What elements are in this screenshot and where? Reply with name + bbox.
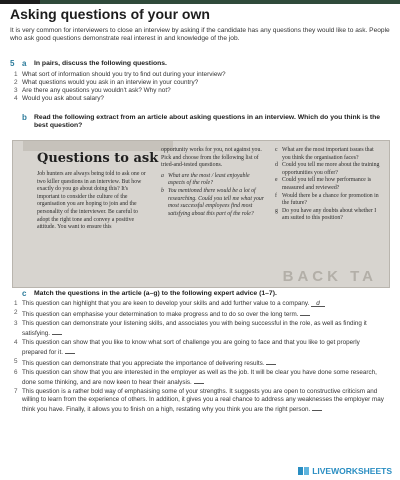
discussion-questions <box>14 71 384 103</box>
article-title: Questions to ask <box>37 151 159 166</box>
list-item: 2 This question can emphasise your determination to make progress and to do so over the long term. <box>14 309 384 319</box>
section-number: 5 <box>10 59 15 68</box>
section-a-letter: a <box>22 59 27 68</box>
top-banner <box>0 0 400 4</box>
section-b-letter: b <box>22 113 27 122</box>
answer-field[interactable]: d <box>311 300 325 307</box>
list-item: 6 This question can show that you are interested in the employer as well as the job. It will be clear you have done some research, done some thinking, and are now keen to hear their analysis. <box>14 369 377 386</box>
article-corner <box>23 141 173 151</box>
section-b-heading: Read the following extract from an article about asking questions in an interview. Which do you think is the best question? <box>34 114 381 129</box>
article-column-1: Job hunters are always being told to ask one or two killer questions in an interview. But how exactly do you go about doing this? It's important to consider the culture of the organisation you are hoping to join and the personality of the interviewer. Be careful to adopt the right tone and convey a positive attitude. You want to ensure this <box>37 171 146 231</box>
list-item: 3 This question can demonstrate your listening skills, and associates you with being successful in the role, as well as finding it satisfying. <box>14 320 367 337</box>
answer-field[interactable] <box>300 309 310 316</box>
list-item: 4 This question can show that you like to know what sort of challenge you are going to face and that you like to get properly prepared for it. <box>14 339 360 356</box>
answer-field[interactable] <box>194 377 204 384</box>
section-c-letter: c <box>22 289 27 298</box>
list-item: 7 This question is a rather bold way of emphasising some of your strengths. It suggests you are open to constructive criticism and willing to learn from the experience of others. In addition, it gives you a real chance to address any weaknesses the employer may think you have. Finally, it allows you to finish on a high, restating why you think you are the right person. <box>14 388 384 413</box>
list-item: 4 Would you ask about salary? <box>14 95 104 102</box>
liveworksheets-logo: LIVEWORKSHEETS <box>298 466 392 476</box>
article-watermark: BACK TA <box>282 268 377 285</box>
page-title: Asking questions of your own <box>10 6 210 22</box>
answer-field[interactable] <box>65 347 75 354</box>
list-item: 1 What sort of information should you try to find out during your interview? <box>14 71 226 78</box>
section-a-heading: In pairs, discuss the following questions. <box>34 60 167 67</box>
article-extract <box>12 140 390 288</box>
answer-field[interactable] <box>266 358 276 365</box>
list-item: 5 This question can demonstrate that you appreciate the importance of delivering results. <box>14 358 384 368</box>
article-column-3: c What are the most important issues that you think the organisation faces? d Could you tell me more about the training opportunities you offer? e Could you tell me how performance is measured and reviewed? f Would there be a chance for promotion in the future? g Do you have any doubts about whether I am suited to this position? <box>275 147 380 222</box>
section-c-heading: Match the questions in the article (a–g) to the following expert advice (1–7). <box>34 290 277 297</box>
article-column-2: opportunity works for you, not against you. Pick and choose from the following list of tried-and-tested questions. a What are the most / least enjoyable aspects of the role? b You mentioned there would be a lot of researching. Could you tell me what your most successful employees find most satisfying about this part of the role? <box>161 147 265 217</box>
answer-field[interactable] <box>52 328 62 335</box>
intro-text: It is very common for interviewers to close an interview by asking if the candidate has any questions they would like to ask. People who ask good questions demonstrate real interest in and knowledge of the job. <box>10 27 390 42</box>
logo-icon <box>298 466 310 476</box>
list-item: 3 Are there any questions you wouldn't ask? Why not? <box>14 87 171 94</box>
advice-list <box>14 300 384 415</box>
answer-field[interactable] <box>312 404 322 411</box>
list-item: 2 What questions would you ask in an interview in your country? <box>14 79 199 86</box>
list-item: 1 This question can highlight that you are keen to develop your skills and add further value to a company. d <box>14 300 384 308</box>
